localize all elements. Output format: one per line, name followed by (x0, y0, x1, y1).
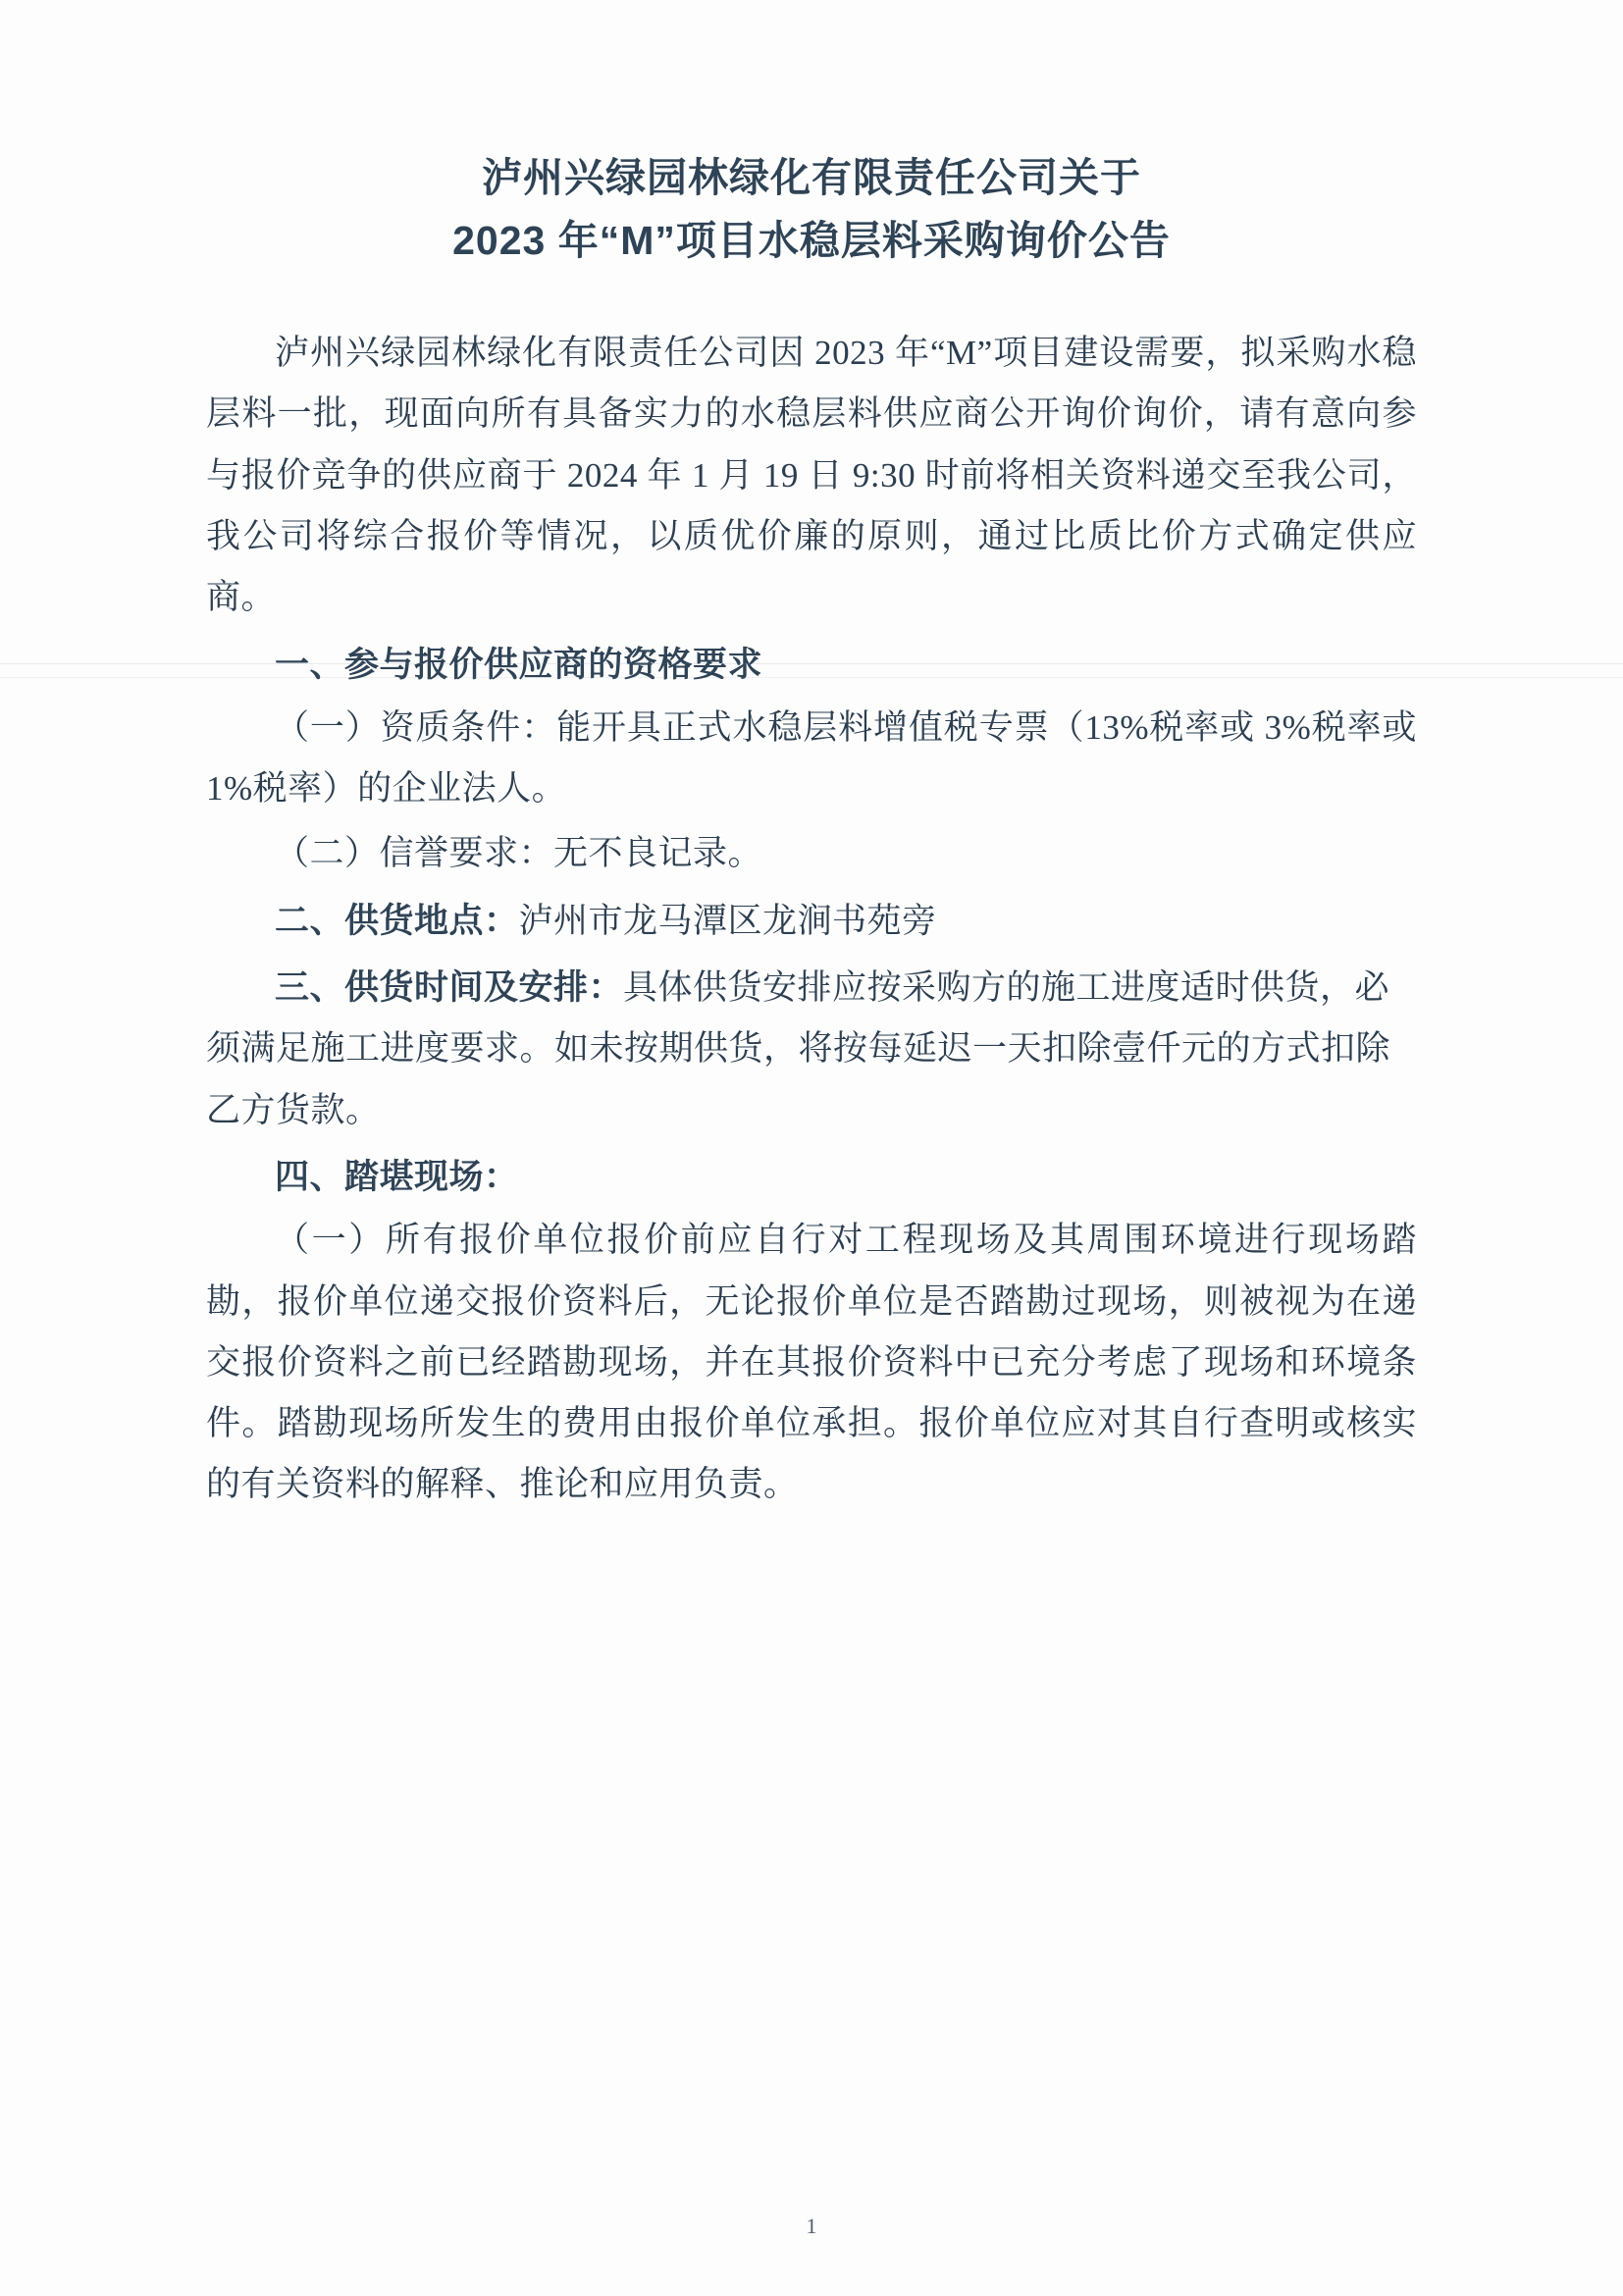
section-heading-1-text: 一、参与报价供应商的资格要求 (275, 645, 763, 684)
section-4-paragraph-1: （一）所有报价单位报价前应自行对工程现场及其周围环境进行现场踏勘，报价单位递交报价资料后，无论报价单位是否踏勘过现场，则被视为在递交报价资料之前已经踏勘现场，并在其报价资料中已充分考虑了现场和环境条件。踏勘现场所发生的费用由报价单位承担。报价单位应对其自行查明或核实的有关资料的解释、推论和应用负责。 (206, 1221, 1417, 1504)
section-1-paragraph-1: （一）资质条件：能开具正式水稳层料增值税专票（13%税率或 3%税率或 1%税率）的企业法人。 (206, 707, 1417, 809)
section-heading-4-text: 四、踏堪现场： (275, 1157, 519, 1196)
intro-paragraph: 泸州兴绿园林绿化有限责任公司因 2023 年“M”项目建设需要，拟采购水稳层料一批，现面向所有具备实力的水稳层料供应商公开询价询价，请有意向参与报价竞争的供应商于 2024 年 1 月 19 日 9:30 时前将相关资料递交至我公司，我公司将综合报价等情况，以质优价廉的原则，通过比质比价方式确定供应商。 (206, 334, 1417, 617)
section-heading-2-text: 二、供货地点： (275, 901, 519, 940)
section-2-inline-text: 泸州市龙马潭区龙涧书苑旁 (518, 901, 937, 940)
page-title-line-1: 泸州兴绿园林绿化有限责任公司关于 (482, 155, 1141, 200)
section-1-paragraph-2: （二）信誉要求：无不良记录。 (275, 834, 763, 873)
page-number: 1 (806, 2214, 817, 2238)
section-heading-2 (206, 891, 1417, 952)
section-heading-1 (206, 635, 1417, 696)
section-3-inline-text: 具体供货安排应按采购方的施工进度适时供货，必须满足施工进度要求。如未按期供货，将按每延迟一天扣除壹仟元的方式扣除乙方货款。 (206, 968, 1391, 1129)
page-title-line-2: 2023 年“M”项目水稳层料采购询价公告 (452, 217, 1171, 263)
section-heading-3-text: 三、供货时间及安排： (275, 968, 624, 1008)
section-heading-3 (206, 958, 1417, 1141)
section-heading-4 (206, 1147, 1417, 1208)
page-title (206, 147, 1417, 272)
